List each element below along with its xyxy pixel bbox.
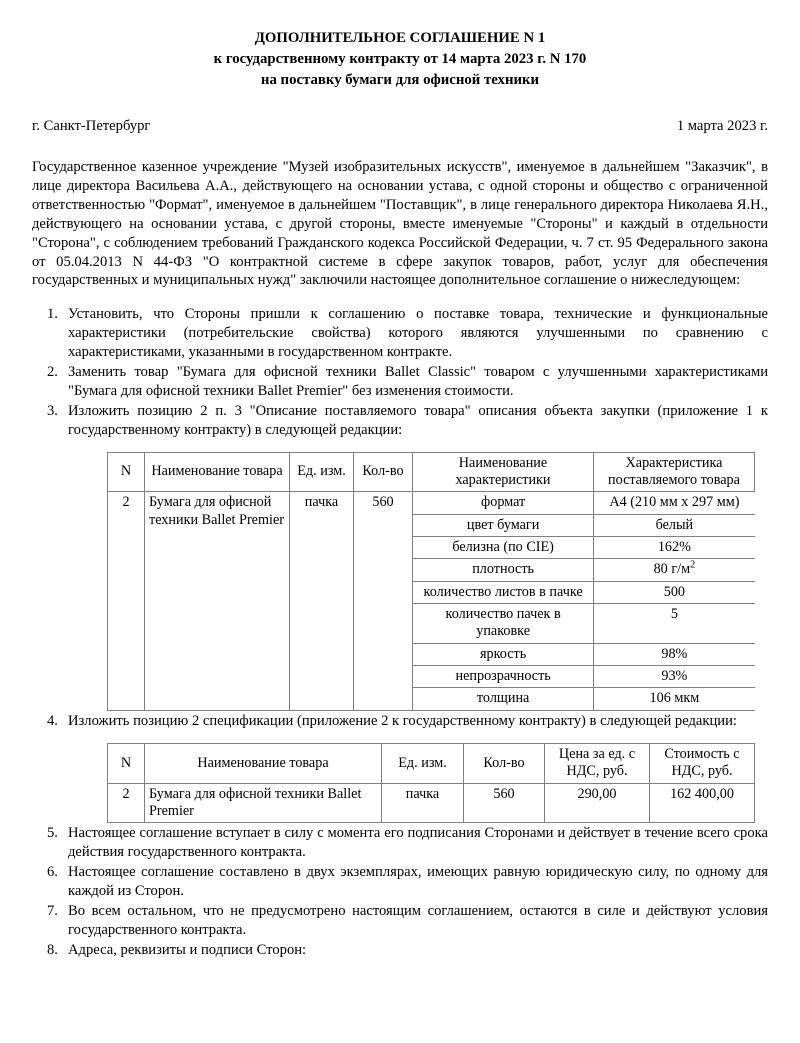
header-num: N xyxy=(108,452,145,492)
clause-list-tail xyxy=(32,824,768,960)
characteristics-cell xyxy=(413,492,755,711)
title-line-1: ДОПОЛНИТЕЛЬНОЕ СОГЛАШЕНИЕ N 1 xyxy=(254,30,546,46)
city-date-row xyxy=(32,117,768,136)
title-line-3: на поставку бумаги для офисной техники xyxy=(260,72,540,88)
clause-item-1: Установить, что Стороны пришли к соглашению о поставке товара, технические и функциональные характеристики (потребительские свойства) которого являются улучшенными по сравнению с характеристиками, указанными в государственном контракте. xyxy=(68,306,768,360)
preamble-paragraph: Государственное казенное учреждение "Музей изобразительных искусств", именуемое в дальнейшем "Заказчик", в лице директора Васильева А.А., действующего на основании устава, с одной стороны и общество с ограниченной ответственностью "Формат", именуемое в дальнейшем "Поставщик", в лице генерального директора Николаева Я.Н., действующего на основании устава, с другой стороны, вместе именуемые "Стороны" и каждый в отдельности "Сторона", с соблюдением требований Гражданского кодекса Российской Федерации, ч. 7 ст. 95 Федерального закона от 05.04.2013 N 44-ФЗ "О контрактной системе в сфере закупок товаров, работ, услуг для обеспечения государственных и муниципальных нужд" заключили настоящее дополнительное соглашение о нижеследующем: xyxy=(32,158,768,289)
table-row xyxy=(108,783,755,823)
document-title xyxy=(32,0,768,91)
date-label: 1 марта 2023 г. xyxy=(676,118,768,134)
header-name: Наименование товара xyxy=(145,452,290,492)
specification-table-wrapper xyxy=(107,452,740,711)
characteristic-row xyxy=(413,492,755,514)
cell-name: Бумага для офисной техники Ballet Premier xyxy=(145,492,290,711)
table-header-row xyxy=(108,452,755,492)
characteristic-row xyxy=(413,688,755,710)
characteristic-value: 98% xyxy=(594,643,755,665)
header-char-name: Наименование характеристики xyxy=(413,452,594,492)
cell-price: 290,00 xyxy=(545,783,650,823)
clause-item-3: Изложить позицию 2 п. 3 "Описание поставляемого товара" описания объекта закупки (приложение 1 к государственному контракту) в следующей редакции: xyxy=(68,402,768,438)
cell-qty: 560 xyxy=(354,492,413,711)
table-row xyxy=(108,492,755,711)
header-unit: Ед. изм. xyxy=(382,744,464,784)
characteristic-value: 500 xyxy=(594,581,755,603)
cell-cost: 162 400,00 xyxy=(650,783,755,823)
characteristic-value: 93% xyxy=(594,665,755,687)
characteristic-value: 106 мкм xyxy=(594,688,755,710)
clause-item-5: Настоящее соглашение вступает в силу с момента его подписания Сторонами и действует в течение всего срока действия государственного контракта. xyxy=(68,825,768,861)
characteristic-name: формат xyxy=(413,492,594,514)
characteristic-name: белизна (по CIE) xyxy=(413,537,594,559)
characteristic-name: непрозрачность xyxy=(413,665,594,687)
header-char-value: Характеристика поставляемого товара xyxy=(594,452,755,492)
price-table-body xyxy=(108,783,755,823)
characteristic-name: цвет бумаги xyxy=(413,514,594,536)
clause-item-6: Настоящее соглашение составлено в двух экземплярах, имеющих равную юридическую силу, по одному для каждой из Сторон. xyxy=(68,864,768,900)
characteristic-row xyxy=(413,665,755,687)
characteristic-name: плотность xyxy=(413,559,594,581)
characteristic-row xyxy=(413,514,755,536)
city-label: г. Санкт-Петербург xyxy=(32,118,151,134)
clause-list-four xyxy=(32,712,768,731)
characteristic-name: яркость xyxy=(413,643,594,665)
characteristics-table xyxy=(413,492,755,710)
clause-item-7: Во всем остальном, что не предусмотрено настоящим соглашением, остаются в силе и действуют условия государственного контракта. xyxy=(68,903,768,939)
characteristics-body xyxy=(413,492,755,710)
characteristic-row xyxy=(413,604,755,644)
cell-qty: 560 xyxy=(464,783,545,823)
table-header-row xyxy=(108,744,755,784)
cell-name: Бумага для офисной техники Ballet Premier xyxy=(145,783,382,823)
cell-num: 2 xyxy=(108,492,145,711)
characteristic-value: 162% xyxy=(594,537,755,559)
price-table-wrapper xyxy=(107,743,740,823)
cell-unit: пачка xyxy=(382,783,464,823)
cell-unit: пачка xyxy=(290,492,354,711)
price-table xyxy=(107,743,755,823)
characteristic-value: 80 $г/м^2$ xyxy=(594,559,755,581)
clause-item-2: Заменить товар "Бумага для офисной техники Ballet Classic" товаром с улучшенными характеристиками "Бумага для офисной техники Ballet Premier" без изменения стоимости. xyxy=(68,363,768,399)
header-qty: Кол-во xyxy=(354,452,413,492)
characteristic-row xyxy=(413,559,755,581)
characteristic-value: 5 xyxy=(594,604,755,644)
characteristic-value: белый xyxy=(594,514,755,536)
characteristic-value: A4 (210 мм x 297 мм) xyxy=(594,492,755,514)
title-line-2: к государственному контракту от 14 марта 2023 г. N 170 xyxy=(213,51,587,67)
specification-table xyxy=(107,452,755,711)
header-cost: Стоимость с НДС, руб. xyxy=(650,744,755,784)
superscript: 2 xyxy=(690,559,696,571)
header-price: Цена за ед. с НДС, руб. xyxy=(545,744,650,784)
characteristic-row xyxy=(413,581,755,603)
characteristic-row xyxy=(413,643,755,665)
clause-item-4: Изложить позицию 2 спецификации (приложение 2 к государственному контракту) в следующей редакции: xyxy=(68,713,737,730)
cell-num: 2 xyxy=(108,783,145,823)
characteristic-name: толщина xyxy=(413,688,594,710)
header-unit: Ед. изм. xyxy=(290,452,354,492)
header-qty: Кол-во xyxy=(464,744,545,784)
clause-list-top xyxy=(32,305,768,440)
header-num: N xyxy=(108,744,145,784)
characteristic-name: количество пачек в упаковке xyxy=(413,604,594,644)
characteristic-row xyxy=(413,537,755,559)
characteristic-name: количество листов в пачке xyxy=(413,581,594,603)
header-name: Наименование товара xyxy=(145,744,382,784)
clause-item-8: Адреса, реквизиты и подписи Сторон: xyxy=(68,942,307,959)
